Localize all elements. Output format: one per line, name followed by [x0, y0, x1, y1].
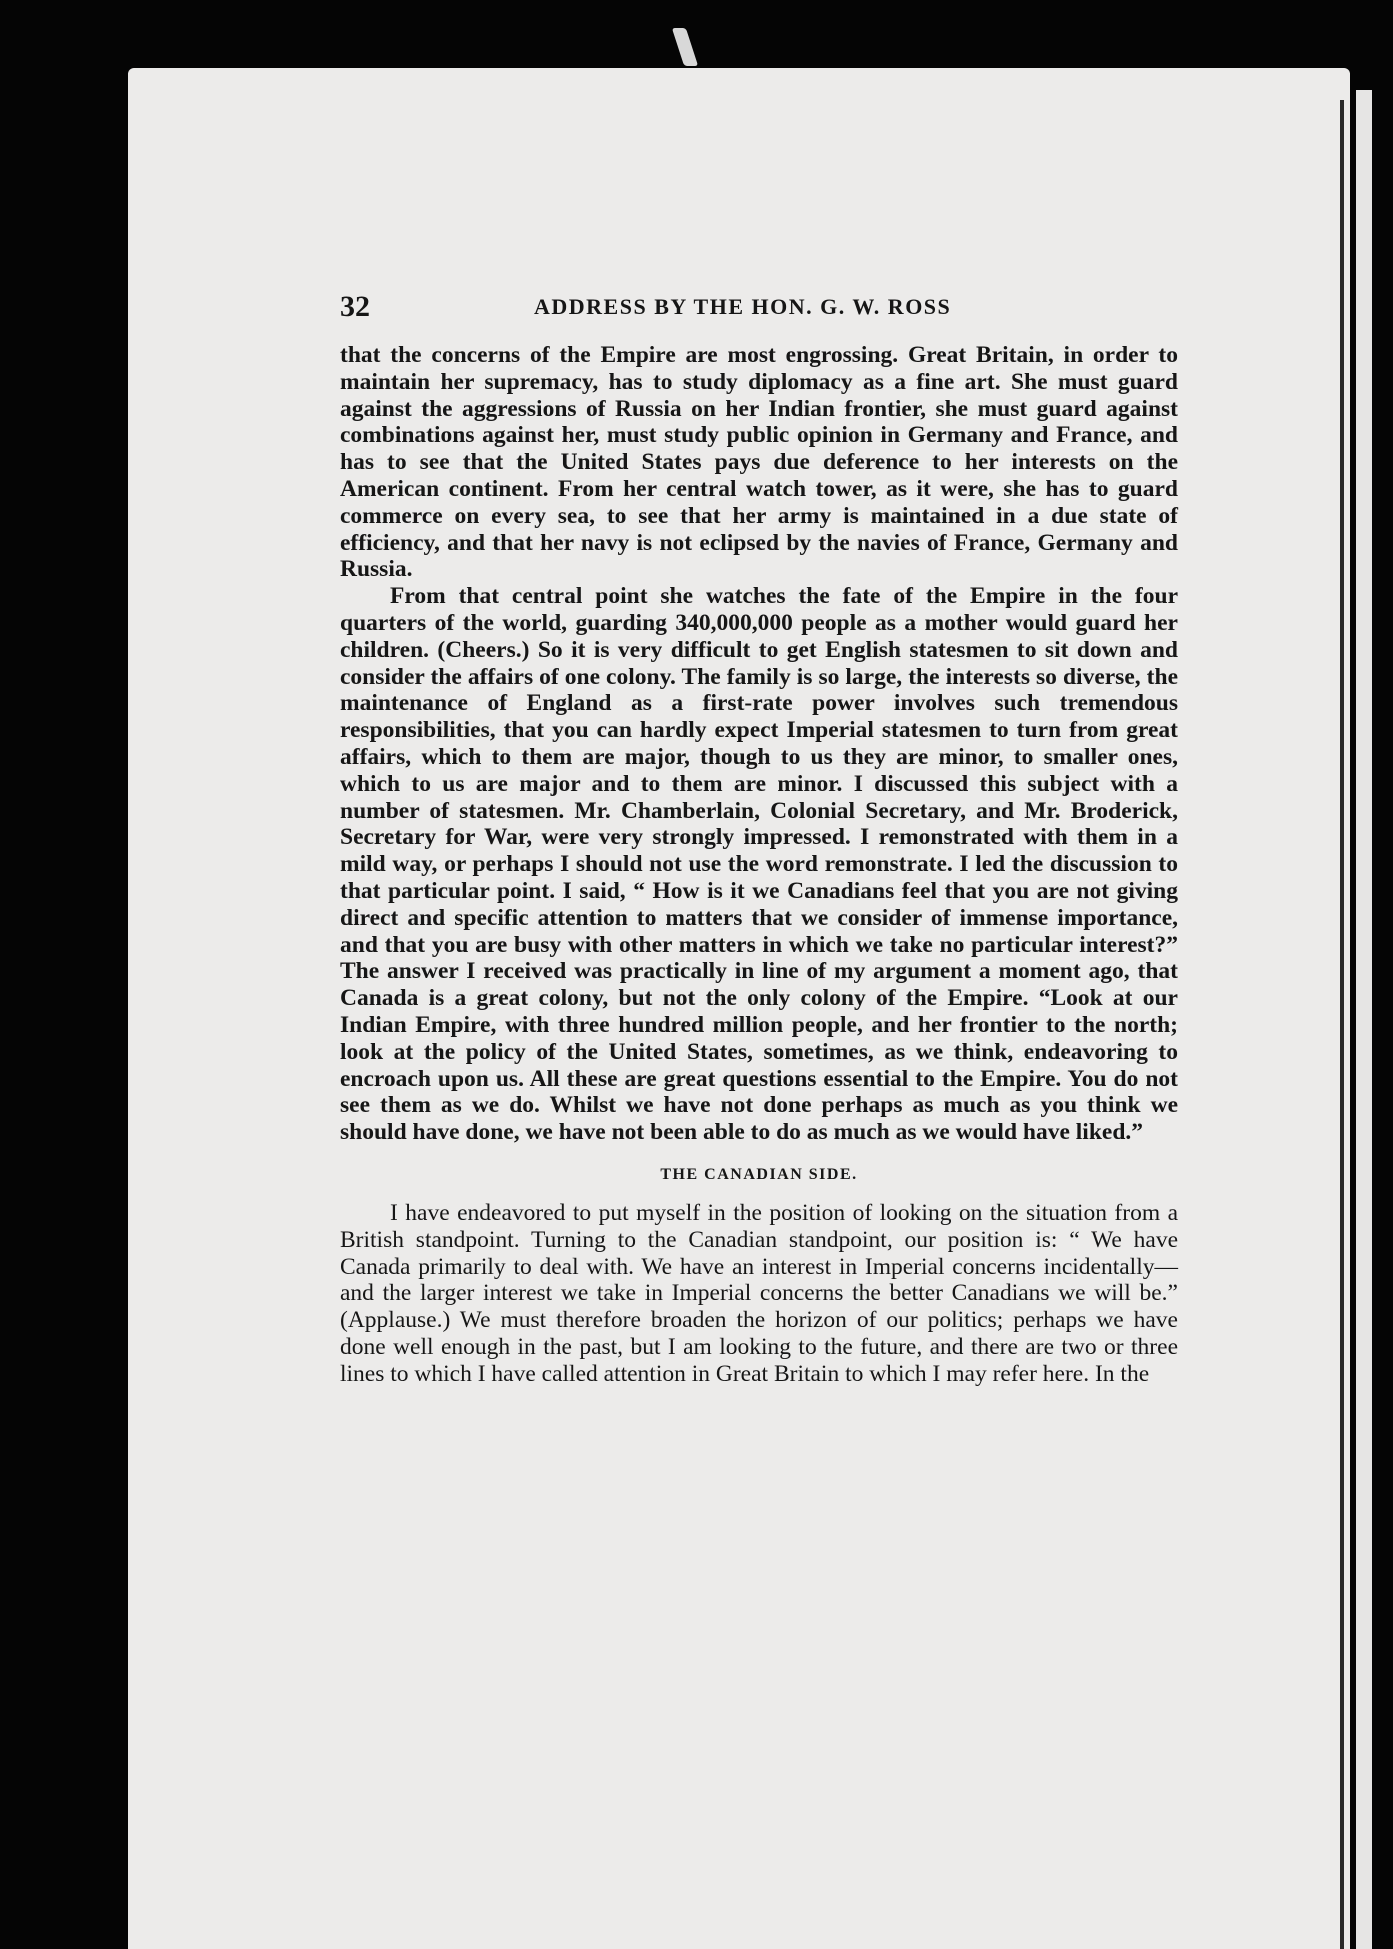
page-text-block — [340, 290, 1178, 1387]
paragraph-3: I have endeavored to put myself in the position of looking on the situation from a British standpoint. Turning to the Canadian standpoint, our position is: “ We have Canada primarily to deal with. We have an interest in Imperial concerns incidentally—and the larger interest we take in Imperial concerns the better Canadians we will be.” (Applause.) We must therefore broaden the horizon of our politics; perhaps we have done well enough in the past, but I am looking to the future, and there are two or three lines to which I have called attention in Great Britain to which I may refer here. In the — [340, 1199, 1178, 1387]
paragraph-2: From that central point she watches the fate of the Empire in the four quarters of the world, guarding 340,000,000 people as a mother would guard her children. (Cheers.) So it is very difficult to get English statesmen to sit down and consider the affairs of one colony. The family is so large, the interests so diverse, the maintenance of England as a first-rate power involves such tremendous responsibilities, that you can hardly expect Imperial statesmen to turn from great affairs, which to them are major, though to us they are minor, to smaller ones, which to us are major and to them are minor. I discussed this subject with a number of statesmen. Mr. Chamberlain, Colonial Secretary, and Mr. Broderick, Secretary for War, were very strongly impressed. I remonstrated with them in a mild way, or perhaps I should not use the word remonstrate. I led the discussion to that particular point. I said, “ How is it we Canadians feel that you are not giving direct and specific attention to matters that we consider of immense importance, and that you are busy with other matters in which we take no particular interest?” The answer I received was practically in line of my argument a moment ago, that Canada is a great colony, but not the only colony of the Empire. “Look at our Indian Empire, with three hundred million people, and her frontier to the north; look at the policy of the United States, sometimes, as we think, endeavoring to encroach upon us. All these are great questions essential to the Empire. You do not see them as we do. Whilst we have not done perhaps as much as you think we should have done, we have not been able to do as much as we would have liked.” — [340, 583, 1178, 1146]
running-head-title: ADDRESS BY THE HON. G. W. ROSS — [534, 294, 952, 319]
section-heading: THE CANADIAN SIDE. — [660, 1165, 858, 1183]
page-edge-shadow — [1340, 100, 1344, 1949]
page-number: 32 — [340, 290, 370, 323]
facing-page-edge — [1356, 90, 1372, 1949]
scan-mark — [672, 28, 698, 66]
paragraph-1: that the concerns of the Empire are most engrossing. Great Britain, in order to maintain her supremacy, has to study diplomacy as a fine art. She must guard against the aggressions of Russia on her Indian frontier, she must guard against combinations against her, must study public opinion in Germany and France, and has to see that the United States pays due deference to her interests on the American continent. From her central watch tower, as it were, she has to guard commerce on every sea, to see that her army is maintained in a due state of efficiency, and that her navy is not eclipsed by the navies of France, Germany and Russia. — [340, 342, 1178, 583]
running-head — [340, 290, 1178, 330]
